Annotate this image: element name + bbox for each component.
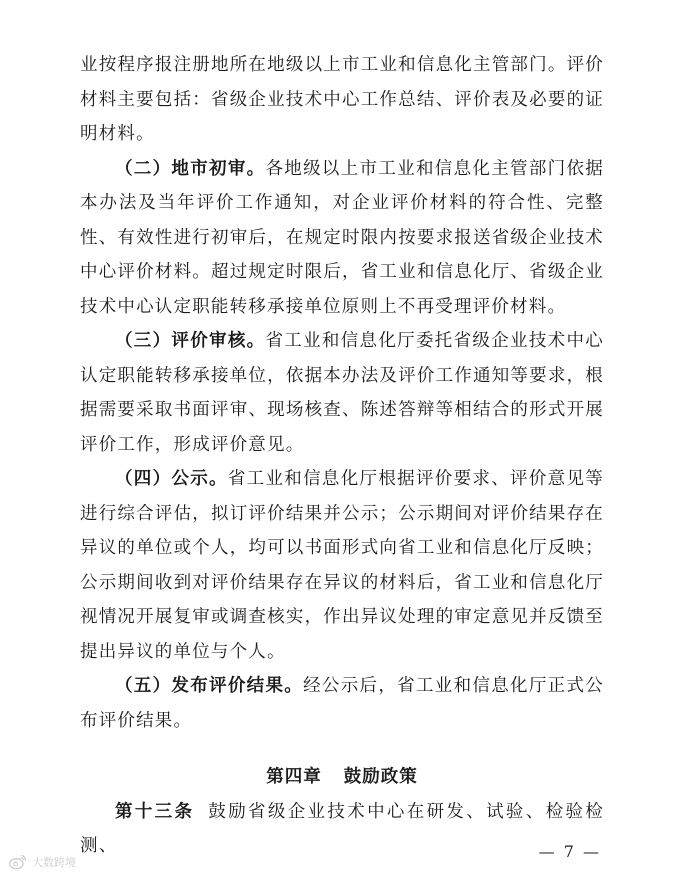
paragraph-publicity — [80, 462, 604, 669]
paragraph-evaluation-review — [80, 324, 604, 462]
article-lead: 第十三条 — [115, 801, 195, 822]
watermark-text: 大数跨境 — [32, 856, 76, 869]
paragraph-text: 各地级以上市工业和信息化主管部门依据本办法及当年评价工作通知，对企业评价材料的符合性、完整性、有效性进行初审后，在规定时限内按要求报送省级企业技术中心评价材料。超过规定时限后，省工业和信息化厅、省级企业技术中心认定职能转移承接单位原则上不再受理评价材料。 — [80, 158, 604, 317]
chapter-number: 第四章 — [266, 767, 322, 787]
paragraph-lead: （二）地市初审。 — [115, 158, 266, 179]
paragraph-text: 省工业和信息化厅委托省级企业技术中心认定职能转移承接单位，依据本办法及评价工作通知等要求，根据需要采取书面评审、现场核查、陈述答辩等相结合的形式开展评价工作，形成评价意见。 — [80, 331, 604, 455]
watermark — [8, 852, 76, 872]
page-number: — 7 — — [538, 842, 601, 861]
paragraph-text: 经公示后，省工业和信息化厅正式公布评价结果。 — [80, 676, 605, 731]
article-text: 鼓励省级企业技术中心在研发、试验、检验检测、 — [80, 801, 604, 856]
chapter-title: 鼓励政策 — [343, 767, 418, 787]
paragraph-materials — [80, 48, 604, 152]
paragraph-lead: （三）评价审核。 — [115, 331, 266, 351]
paragraph-lead: （四）公示。 — [115, 469, 228, 489]
paragraph-text: 业按程序报注册地所在地级以上市工业和信息化主管部门。评价材料主要包括：省级企业技术中心工作总结、评价表及必要的证明材料。 — [80, 55, 604, 144]
document-body — [80, 48, 604, 864]
weibo-icon — [8, 852, 28, 872]
paragraph-text: 省工业和信息化厅根据评价要求、评价意见等进行综合评估，拟订评价结果并公示；公示期间对评价结果存在异议的单位或个人，均可以书面形式向省工业和信息化厅反映；公示期间收到对评价结果存在异议的材料后，省工业和信息化厅视情况开展复审或调查核实，作出异议处理的审定意见并反馈至提出异议的单位与个人。 — [80, 469, 604, 662]
paragraph-lead: （五）发布评价结果。 — [115, 676, 304, 696]
paragraph-publish-results — [80, 669, 604, 738]
paragraph-city-review — [80, 152, 604, 325]
article-thirteen — [80, 795, 604, 864]
chapter-heading — [80, 760, 604, 795]
